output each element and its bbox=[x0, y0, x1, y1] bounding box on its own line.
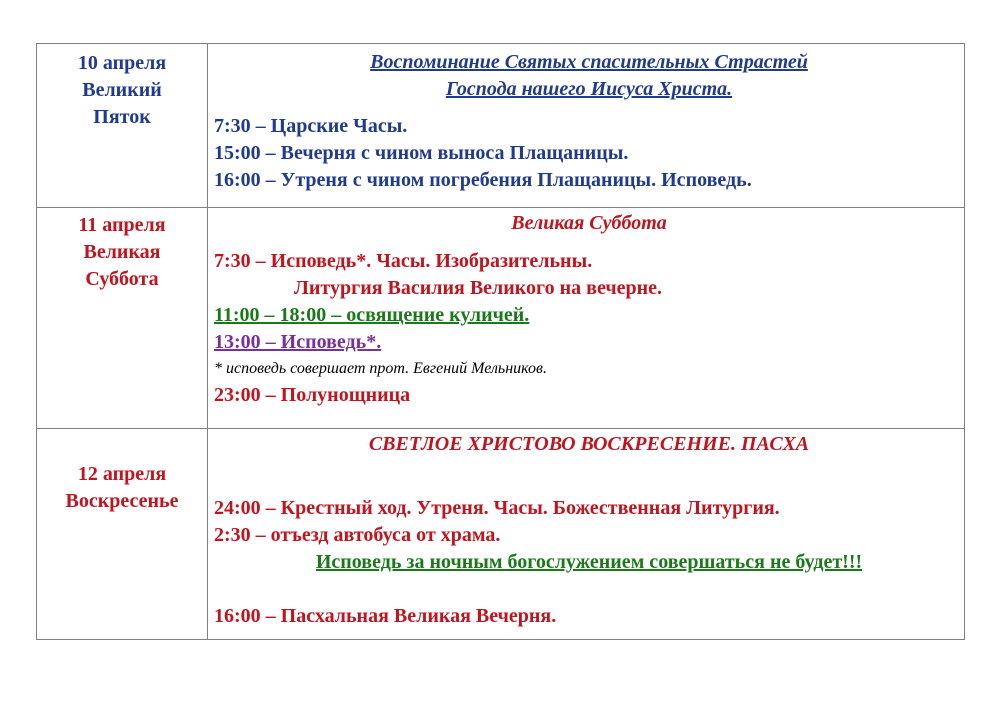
spacer bbox=[214, 576, 964, 603]
date-weekday: Великая bbox=[83, 241, 161, 263]
event-line: 13:00 – Исповедь*. bbox=[214, 331, 382, 353]
date-day: 11 апреля bbox=[78, 214, 166, 236]
notice-line: Исповедь за ночным богослужением совершаться не будет!!! bbox=[315, 551, 863, 573]
events-cell bbox=[208, 429, 965, 640]
events-cell bbox=[208, 44, 965, 208]
event-line: 16:00 – Пасхальная Великая Вечерня. bbox=[214, 605, 557, 627]
event-line: 16:00 – Утреня с чином погребения Плащаницы. Исповедь. bbox=[214, 169, 752, 191]
date-weekday: Воскресенье bbox=[65, 490, 179, 512]
date-day: 10 апреля bbox=[77, 52, 167, 74]
table-row bbox=[37, 44, 965, 208]
day-header: Великая Суббота bbox=[511, 212, 667, 234]
table-row bbox=[37, 429, 965, 640]
date-day: 12 апреля bbox=[77, 463, 167, 485]
event-line: Литургия Василия Великого на вечерне. bbox=[294, 277, 663, 299]
date-weekday: Суббота bbox=[85, 268, 159, 290]
event-line: 15:00 – Вечерня с чином выноса Плащаницы. bbox=[214, 142, 629, 164]
date-cell bbox=[37, 429, 208, 640]
table-row bbox=[37, 208, 965, 429]
day-header: СВЕТЛОЕ ХРИСТОВО ВОСКРЕСЕНИЕ. ПАСХА bbox=[368, 433, 810, 455]
events-cell bbox=[208, 208, 965, 429]
event-line: 24:00 – Крестный ход. Утреня. Часы. Божественная Литургия. bbox=[214, 497, 780, 519]
schedule-table bbox=[36, 43, 965, 640]
footnote: * исповедь совершает прот. Евгений Мельников. bbox=[214, 360, 547, 377]
day-header: Воспоминание Святых спасительных Страстей bbox=[370, 51, 808, 73]
day-header: Господа нашего Иисуса Христа. bbox=[445, 78, 733, 100]
event-line: 23:00 – Полунощница bbox=[214, 384, 411, 406]
event-line: 11:00 – 18:00 – освящение куличей. bbox=[214, 304, 530, 326]
date-weekday: Пяток bbox=[93, 106, 151, 128]
date-weekday: Великий bbox=[82, 79, 162, 101]
event-line: 2:30 – отъезд автобуса от храма. bbox=[214, 524, 501, 546]
event-line: 7:30 – Исповедь*. Часы. Изобразительны. bbox=[214, 250, 593, 272]
date-cell bbox=[37, 208, 208, 429]
date-cell bbox=[37, 44, 208, 208]
event-line: 7:30 – Царские Часы. bbox=[214, 115, 408, 137]
spacer bbox=[214, 458, 964, 485]
